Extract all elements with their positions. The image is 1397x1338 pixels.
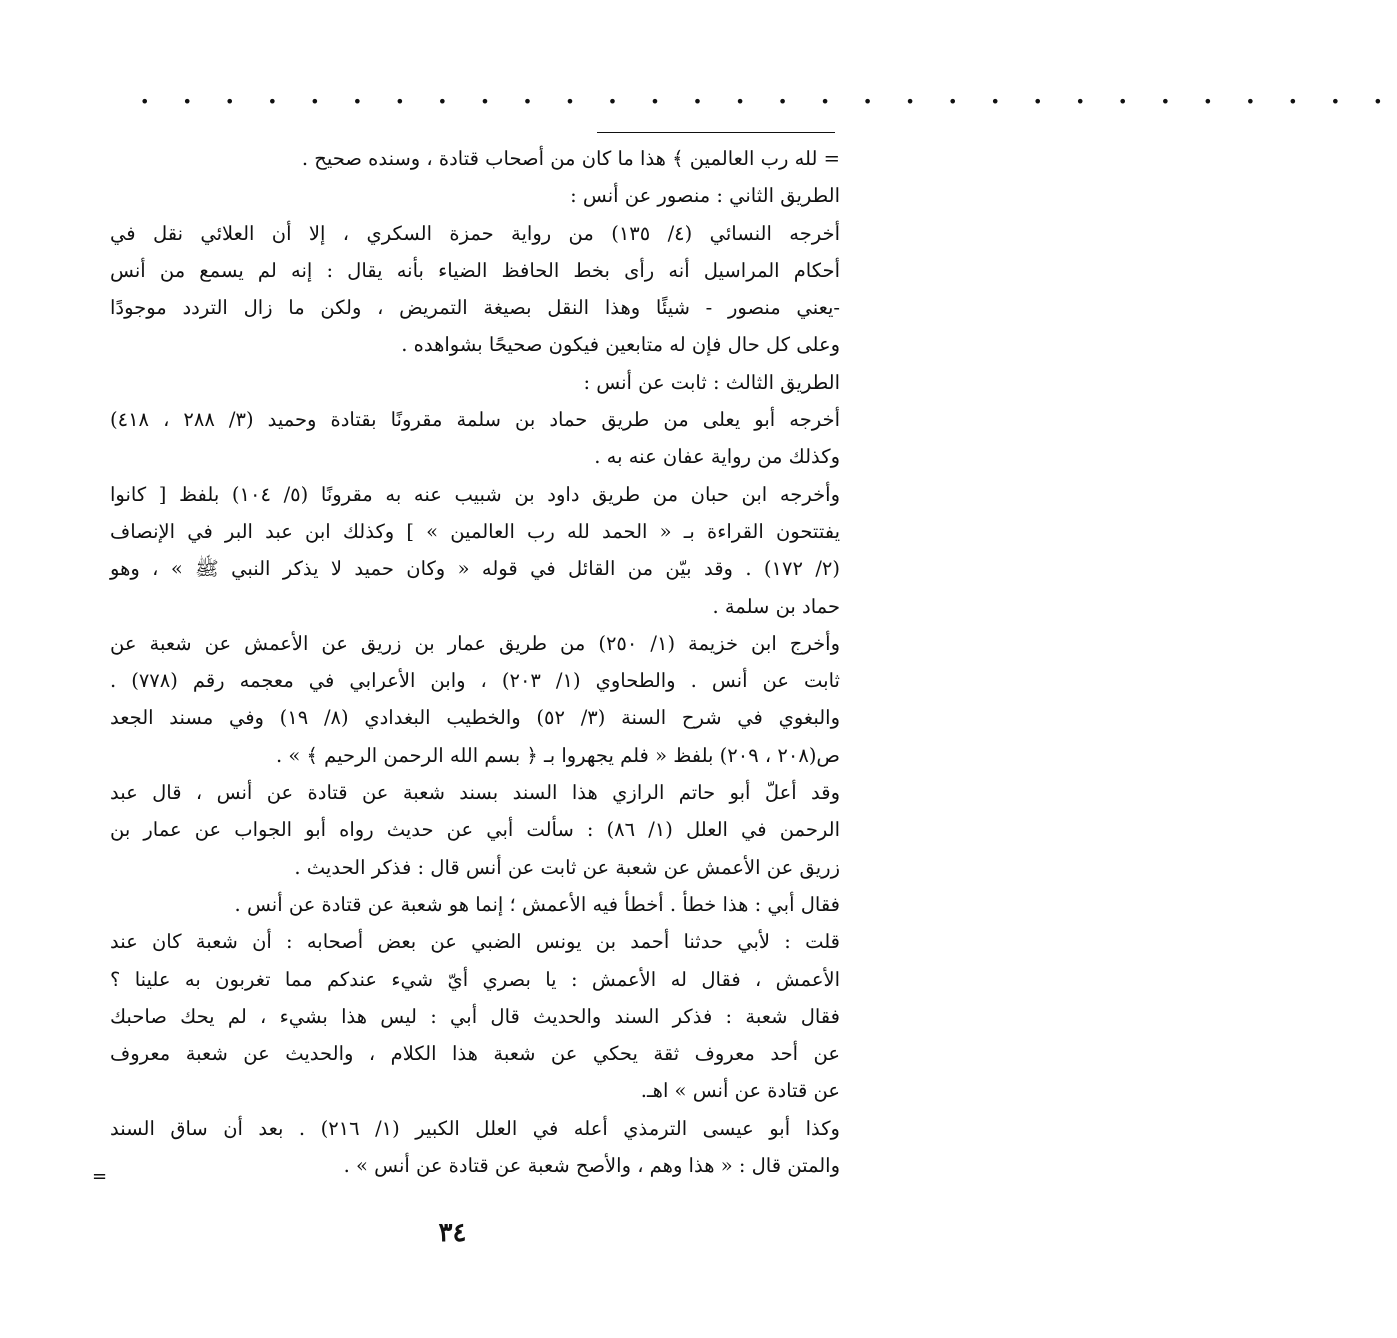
main-text-block (110, 140, 840, 1184)
page-number: ٣٤ (438, 1218, 467, 1248)
text-line: وأخرجه ابن حبان من طريق داود بن شبيب عنه به مقرونًا (٥/ ١٠٤) بلفظ [ كانوا (110, 482, 840, 506)
text-line: والبغوي في شرح السنة (٣/ ٥٢) والخطيب البغدادي (٨/ ١٩) وفي مسند الجعد (110, 706, 840, 730)
text-line: الطريق الثالث : ثابت عن أنس : (583, 370, 840, 394)
text-line: فقال أبي : هذا خطأ . أخطأ فيه الأعمش ؛ إنما هو شعبة عن قتادة عن أنس . (234, 892, 840, 916)
text-line: = لله رب العالمين ﴾ هذا ما كان من أصحاب قتادة ، وسنده صحيح . (301, 147, 840, 170)
text-line: فقال شعبة : فذكر السند والحديث قال أبي : ليس هذا بشيء ، لم يحك صاحبك (110, 1004, 840, 1028)
header-dot-divider: • • • • • • • • • • • • • • • • • • • • • • • • • • • • • • (140, 92, 1397, 111)
text-line: وكذا أبو عيسى الترمذي أعله في العلل الكبير (١/ ٢١٦) . بعد أن ساق السند (110, 1116, 840, 1140)
text-line: قلت : لأبي حدثنا أحمد بن يونس الضبي عن بعض أصحابه : أن شعبة كان عند (110, 930, 840, 954)
text-line: (٢/ ١٧٢) . وقد بيّن من القائل في قوله « وكان حميد لا يذكر النبي ﷺ » ، وهو (110, 557, 840, 581)
text-line: عن قتادة عن أنس » اهـ. (640, 1079, 840, 1103)
continuation-mark: = (92, 1166, 108, 1187)
text-line: يفتتحون القراءة بـ « الحمد لله رب العالمين » ] وكذلك ابن عبد البر في الإنصاف (110, 519, 840, 543)
text-line: الأعمش ، فقال له الأعمش : يا بصري أيّ شيء عندكم مما تغربون به علينا ؟ (110, 967, 840, 991)
text-line: زريق عن الأعمش عن شعبة عن ثابت عن أنس قال : فذكر الحديث . (294, 855, 840, 879)
text-line: -يعني منصور - شيئًا وهذا النقل بصيغة التمريض ، ولكن ما زال التردد موجودًا (110, 296, 840, 320)
text-line: الطريق الثاني : منصور عن أنس : (570, 184, 840, 208)
text-line: أحكام المراسيل أنه رأى بخط الحافظ الضياء بأنه يقال : إنه لم يسمع من أنس (110, 258, 840, 282)
text-line: وعلى كل حال فإن له متابعين فيكون صحيحًا بشواهده . (401, 333, 840, 357)
text-line: أخرجه النسائي (٤/ ١٣٥) من رواية حمزة السكري ، إلا أن العلائي نقل في (110, 221, 840, 245)
text-line: ص(٢٠٨ ، ٢٠٩) بلفظ « فلم يجهروا بـ ﴿ بسم الله الرحمن الرحيم ﴾ » . (276, 743, 840, 767)
text-line: حماد بن سلمة . (712, 594, 840, 618)
text-line: أخرجه أبو يعلى من طريق حماد بن سلمة مقرونًا بقتادة وحميد (٣/ ٢٨٨ ، ٤١٨) (110, 408, 840, 432)
text-line: والمتن قال : « هذا وهم ، والأصح شعبة عن قتادة عن أنس » . (343, 1154, 840, 1178)
text-line: عن أحد معروف ثقة يحكي عن شعبة هذا الكلام ، والحديث عن شعبة معروف (110, 1042, 840, 1066)
text-line: وقد أعلّ أبو حاتم الرازي هذا السند بسند شعبة عن قتادة عن أنس ، قال عبد (110, 781, 840, 805)
text-line: الرحمن في العلل (١/ ٨٦) : سألت أبي عن حديث رواه أبو الجواب عن عمار بن (110, 818, 841, 842)
text-line: ثابت عن أنس . والطحاوي (١/ ٢٠٣) ، وابن الأعرابي في معجمه رقم (٧٧٨) . (110, 669, 840, 693)
text-line: وكذلك من رواية عفان عنه به . (594, 445, 840, 469)
text-line: وأخرج ابن خزيمة (١/ ٢٥٠) من طريق عمار بن زريق عن الأعمش عن شعبة عن (110, 631, 840, 655)
footnote-separator-rule (597, 132, 835, 133)
